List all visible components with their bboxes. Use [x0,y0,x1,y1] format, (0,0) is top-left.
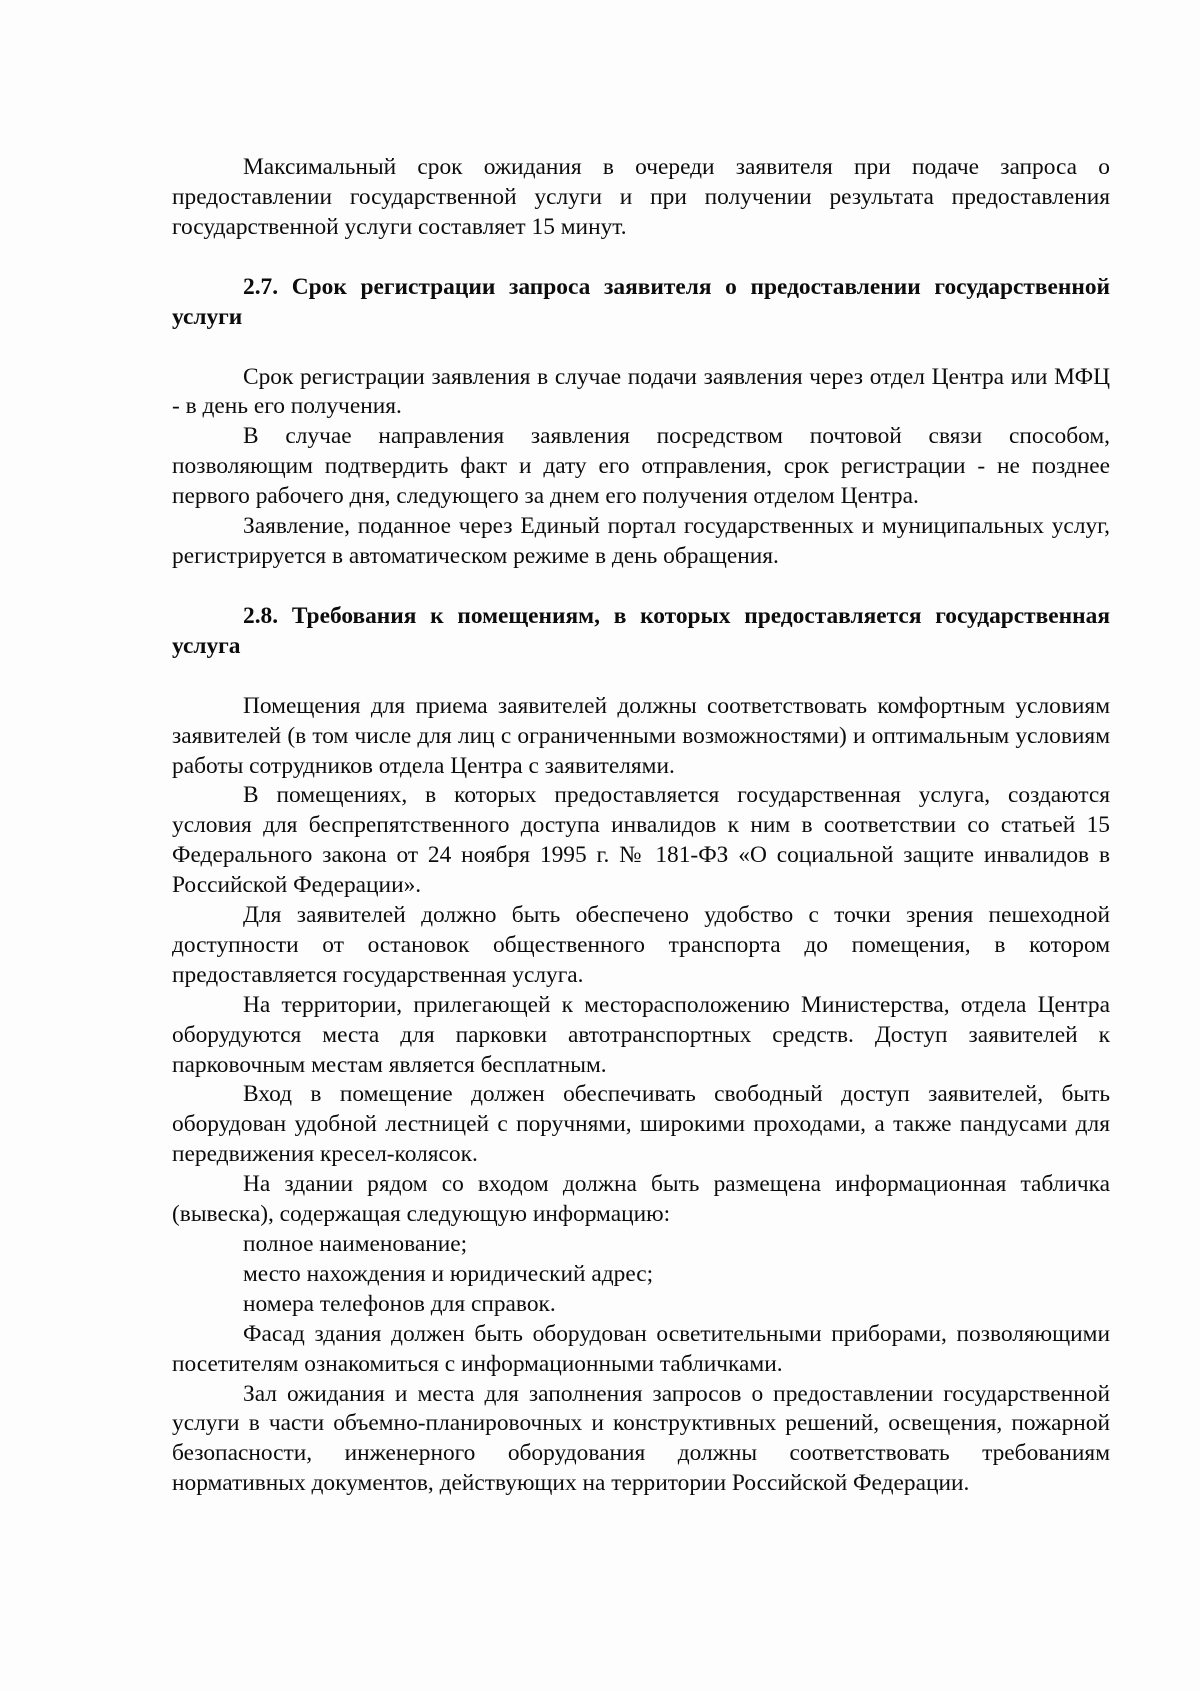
paragraph-entrance: Вход в помещение должен обеспечивать свободный доступ заявителей, быть оборудован удобной лестницей с поручнями, широкими проходами, а также пандусами для передвижения кресел-колясок. [172,1081,1110,1168]
paragraph-parking: На территории, прилегающей к месторасположению Министерства, отдела Центра оборудуются места для парковки автотранспортных средств. Доступ заявителей к парковочным местам является бесплатным. [172,991,1110,1078]
paragraph-registration-term: Срок регистрации заявления в случае подачи заявления через отдел Центра или МФЦ - в день его получения. [172,363,1110,420]
paragraph-sign: На здании рядом со входом должна быть размещена информационная табличка (вывеска), содержащая следующую информацию: [172,1171,1110,1228]
document-body [172,153,1110,1499]
paragraph-facade-lighting: Фасад здания должен быть оборудован осветительными приборами, позволяющими посетителям ознакомиться с информационными табличками. [172,1320,1110,1377]
paragraph-premises-comfort: Помещения для приема заявителей должны соответствовать комфортным условиям заявителей (в том числе для лиц с ограниченными возможностями) и оптимальным условиям работы сотрудников отдела Центра с заявителями. [172,692,1110,779]
paragraph-disabled-access: В помещениях, в которых предоставляется государственная услуга, создаются условия для беспрепятственного доступа инвалидов к ним в соответствии со статьей 15 Федерального закона от 24 ноября 1995 г. № 181-ФЗ «О социальной защите инвалидов в Российской Федерации». [172,782,1110,899]
paragraph-pedestrian-access: Для заявителей должно быть обеспечено удобство с точки зрения пешеходной доступности от остановок общественного транспорта до помещения, в котором предоставляется государственная услуга. [172,902,1110,988]
paragraph-wait-time: Максимальный срок ожидания в очереди заявителя при подаче запроса о предоставлении государственной услуги и при получении результата предоставления государственной услуги составляет 15 минут. [172,154,1110,240]
paragraph-postal-registration: В случае направления заявления посредством почтовой связи способом, позволяющим подтвердить факт и дату его отправления, срок регистрации - не позднее первого рабочего дня, следующего за днем его получения отделом Центра. [172,423,1110,510]
section-heading-2-7: 2.7. Срок регистрации запроса заявителя о предоставлении государственной услуги [172,273,1110,330]
list-item-phones: номера телефонов для справок. [243,1290,556,1317]
section-heading-2-8: 2.8. Требования к помещениям, в которых предоставляется государственная услуга [172,602,1110,659]
list-item-address: место нахождения и юридический адрес; [243,1260,654,1287]
paragraph-waiting-hall: Зал ожидания и места для заполнения запросов о предоставлении государственной услуги в части объемно-планировочных и конструктивных решений, освещения, пожарной безопасности, инженерного оборудования должны соответствовать требованиям нормативных документов, действующих на территории Российской Федерации. [172,1380,1110,1497]
list-item-full-name: полное наименование; [243,1231,468,1257]
paragraph-portal-registration: Заявление, поданное через Единый портал государственных и муниципальных услуг, регистрируется в автоматическом режиме в день обращения. [172,513,1110,569]
